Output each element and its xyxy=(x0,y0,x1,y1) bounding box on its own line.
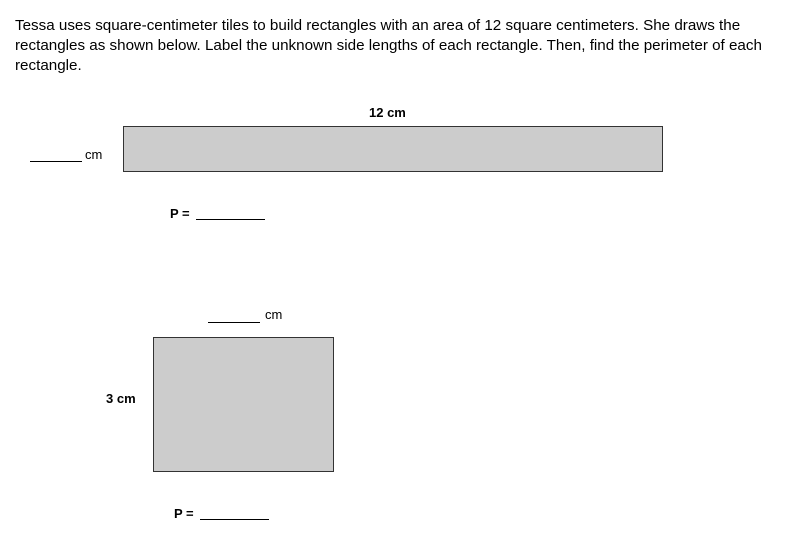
rect1-perimeter-blank[interactable] xyxy=(196,208,265,220)
rect2-top-unit: cm xyxy=(265,307,283,322)
rect1-perimeter-label: P = xyxy=(170,206,190,221)
rect2-perimeter-blank[interactable] xyxy=(200,508,269,520)
rectangle-4-by-3 xyxy=(153,337,334,472)
rect2-side-length-label: 3 cm xyxy=(106,391,136,406)
rect1-side-unit: cm xyxy=(85,147,103,162)
rect1-side-length-blank[interactable] xyxy=(30,150,82,162)
rect1-top-length-label: 12 cm xyxy=(369,105,406,120)
rect2-top-length-blank[interactable] xyxy=(208,311,260,323)
rectangle-12-by-1 xyxy=(123,126,663,172)
problem-text: Tessa uses square-centimeter tiles to build rectangles with an area of 12 square centimeters. She draws the rectangles as shown below. Label the unknown side lengths of each rectangle. Then, find the perimeter of each rectangle. xyxy=(15,17,762,74)
rect2-perimeter-label: P = xyxy=(174,506,194,521)
